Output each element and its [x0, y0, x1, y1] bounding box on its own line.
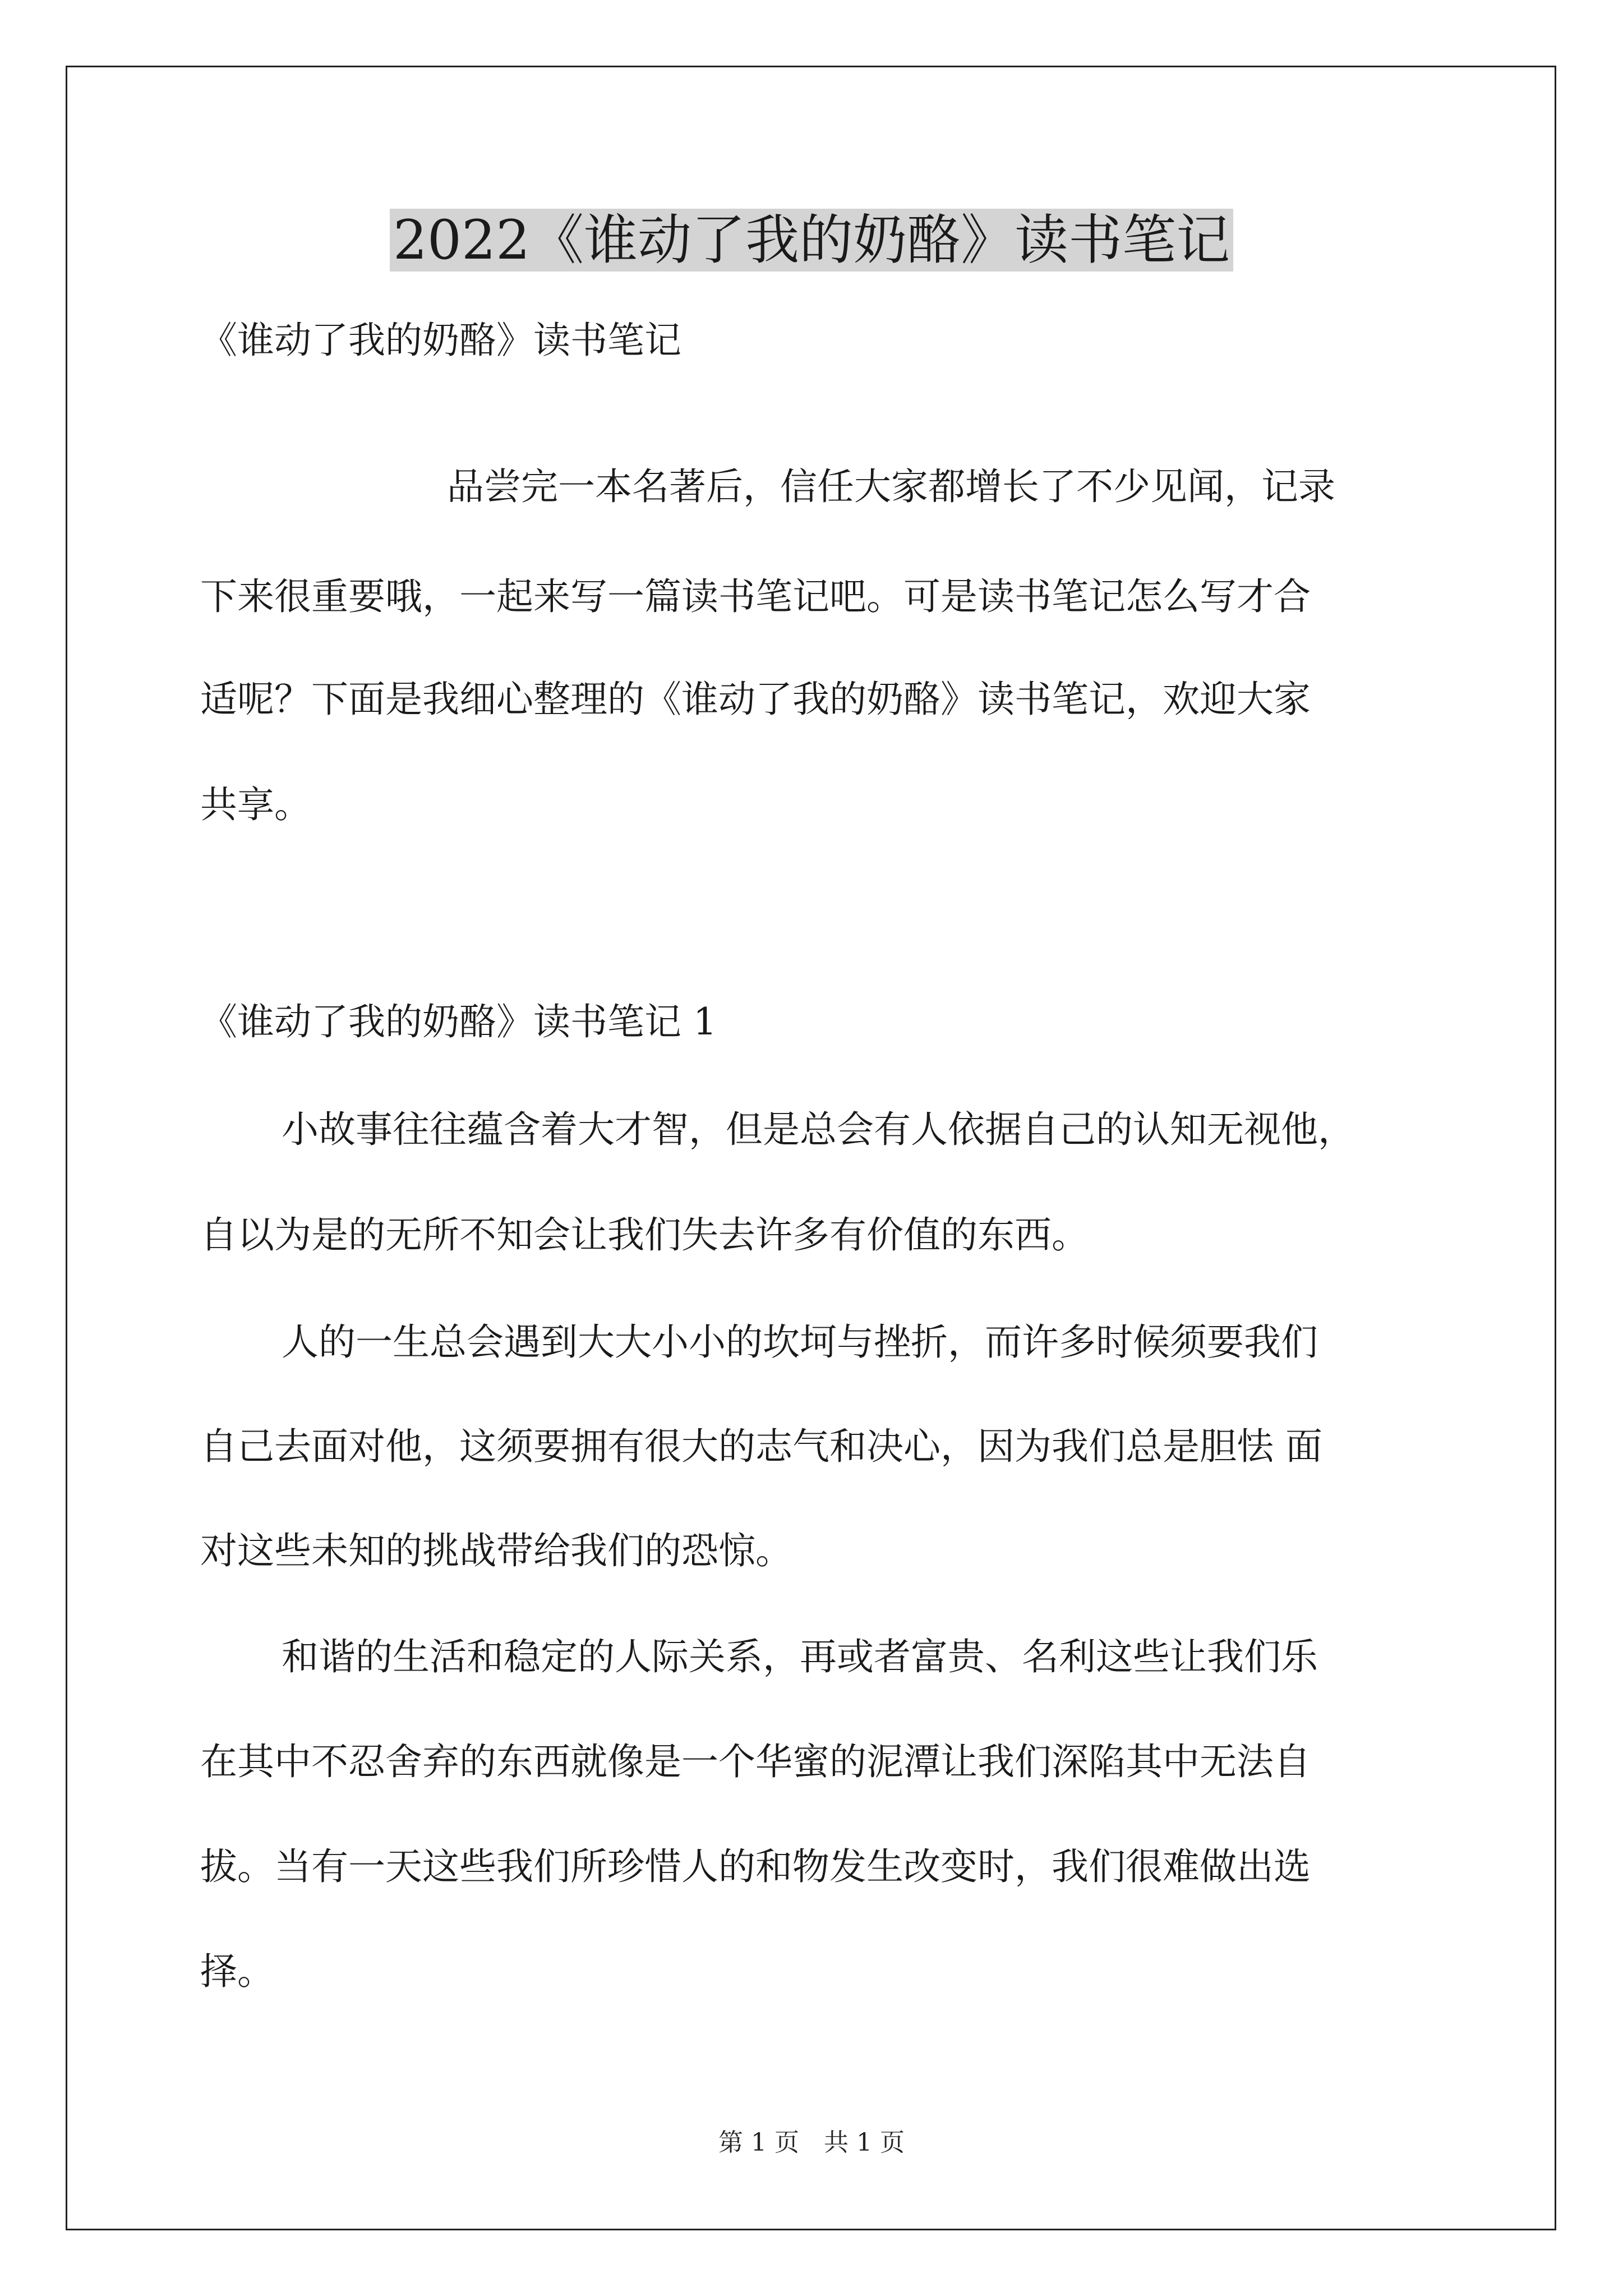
intro-line: 下来很重要哦，一起来写一篇读书笔记吧。可是读书笔记怎么写才合 [200, 575, 1311, 618]
intro-line: 适呢？下面是我细心整理的《谁动了我的奶酪》读书笔记，欢迎大家 [200, 678, 1311, 721]
paragraph-line: 自以为是的无所不知会让我们失去许多有价值的东西。 [200, 1213, 1089, 1257]
intro-line: 品尝完一本名著后，信任大家都增长了不少见闻，记录 [447, 465, 1335, 508]
intro-line: 共享。 [200, 783, 311, 826]
document-title [0, 201, 1623, 279]
paragraph-line: 拔。当有一天这些我们所珍惜人的和物发生改变时，我们很难做出选 [200, 1845, 1311, 1888]
paragraph-line: 和谐的生活和稳定的人际关系，再或者富贵、名利这些让我们乐 [282, 1635, 1318, 1678]
paragraph-line: 自己去面对他，这须要拥有很大的志气和决心，因为我们总是胆怯 面 [200, 1425, 1322, 1468]
paragraph-line: 在其中不忍舍弃的东西就像是一个华蜜的泥潭让我们深陷其中无法自 [200, 1740, 1311, 1783]
paragraph-line: 择。 [200, 1950, 274, 1993]
subtitle: 《谁动了我的奶酪》读书笔记 [200, 319, 681, 362]
paragraph-line: 小故事往往蕴含着大才智，但是总会有人依据自己的认知无视他， [282, 1108, 1355, 1151]
page-number-footer: 第 1 页 共 1 页 [718, 2128, 905, 2157]
document-title-text: 2022《谁动了我的奶酪》读书笔记 [390, 209, 1233, 272]
paragraph-line: 人的一生总会遇到大大小小的坎坷与挫折，而许多时候须要我们 [282, 1320, 1318, 1364]
section-heading: 《谁动了我的奶酪》读书笔记 1 [200, 1000, 717, 1043]
paragraph-line: 对这些未知的挑战带给我们的恐惊。 [200, 1529, 792, 1572]
